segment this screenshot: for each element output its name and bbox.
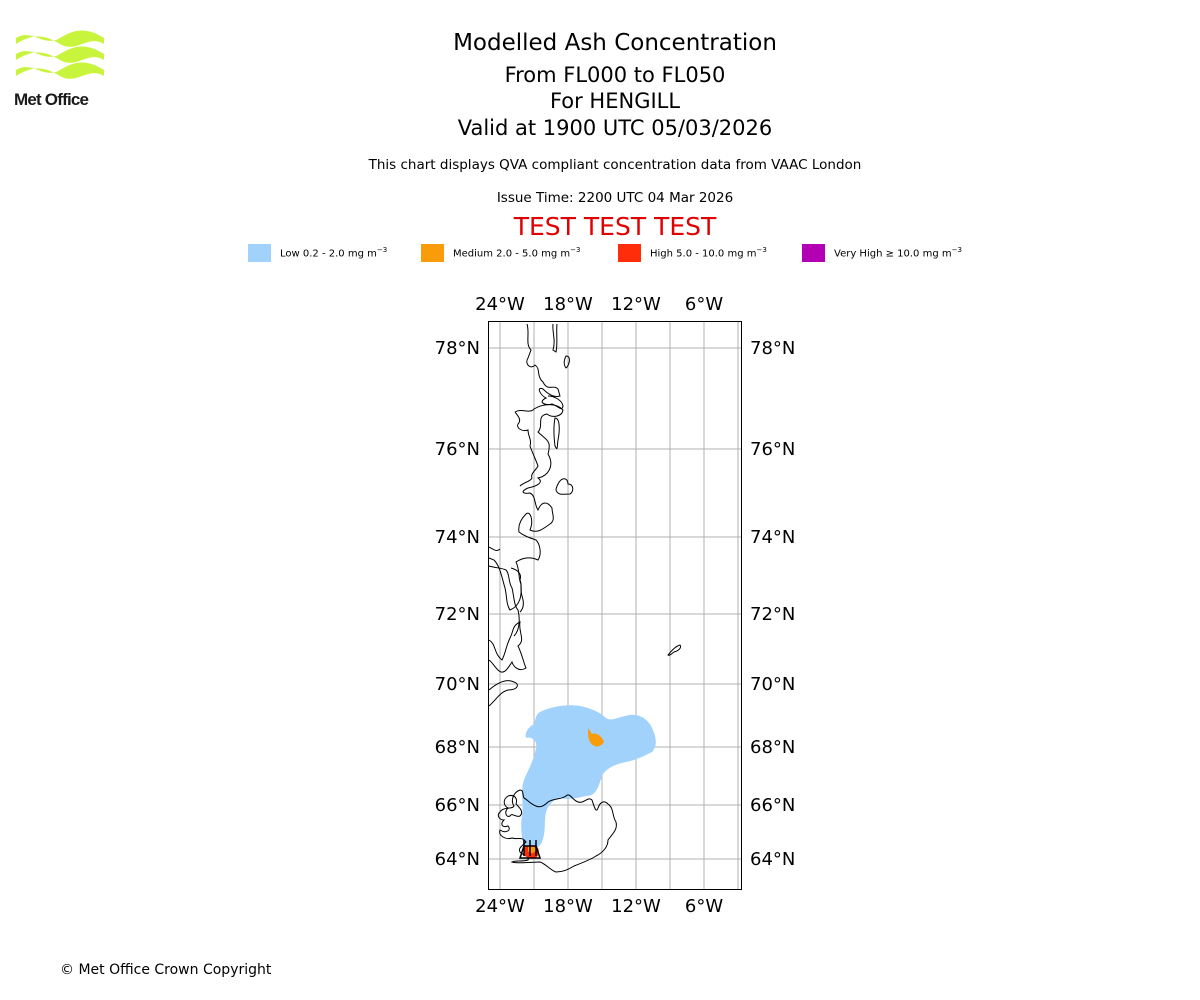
latitude-tick-label: 74°N bbox=[750, 527, 796, 548]
issue-time: Issue Time: 2200 UTC 04 Mar 2026 bbox=[496, 190, 734, 206]
longitude-labels-top bbox=[475, 294, 723, 315]
legend-label-medium: Medium 2.0 - 5.0 mg m bbox=[453, 248, 571, 260]
longitude-tick-label: 6°W bbox=[684, 896, 724, 917]
latitude-labels-right bbox=[750, 338, 795, 870]
test-banner: TEST TEST TEST bbox=[513, 212, 717, 241]
legend-item-low: Low 0.2 - 2.0 mg $m^{-3}$ bbox=[248, 244, 387, 262]
latitude-tick-label: 76°N bbox=[750, 439, 796, 460]
flight-level-range: From FL000 to FL050 bbox=[504, 63, 726, 87]
longitude-tick-label: 12°W bbox=[611, 896, 661, 917]
legend-label-very-high: Very High ≥ 10.0 mg m bbox=[834, 248, 952, 260]
copyright-notice: © Met Office Crown Copyright bbox=[60, 962, 272, 978]
latitude-tick-label: 72°N bbox=[434, 604, 480, 625]
longitude-tick-label: 24°W bbox=[475, 294, 525, 315]
latitude-tick-label: 68°N bbox=[750, 737, 796, 758]
latitude-tick-label: 68°N bbox=[434, 737, 480, 758]
longitude-labels-bottom bbox=[475, 896, 723, 917]
longitude-tick-label: 6°W bbox=[684, 294, 724, 315]
legend-label-low: Low 0.2 - 2.0 mg m bbox=[280, 248, 377, 260]
longitude-tick-label: 12°W bbox=[611, 294, 661, 315]
legend-item-very-high: Very High ≥ 10.0 mg $m^{-3}$ bbox=[802, 244, 962, 262]
latitude-tick-label: 70°N bbox=[434, 674, 480, 695]
met-office-logo-text: Met Office bbox=[14, 90, 89, 109]
latitude-tick-label: 64°N bbox=[750, 849, 796, 870]
latitude-tick-label: 78°N bbox=[750, 338, 796, 359]
latitude-tick-label: 66°N bbox=[750, 795, 796, 816]
greenland-coastline bbox=[489, 324, 573, 706]
latitude-tick-label: 70°N bbox=[750, 674, 796, 695]
legend-item-medium: Medium 2.0 - 5.0 mg $m^{-3}$ bbox=[421, 244, 580, 262]
latitude-labels-left bbox=[435, 338, 480, 870]
longitude-tick-label: 18°W bbox=[543, 294, 593, 315]
chart-title: Modelled Ash Concentration bbox=[453, 30, 777, 56]
latitude-tick-label: 72°N bbox=[750, 604, 796, 625]
latitude-tick-label: 76°N bbox=[434, 439, 480, 460]
latitude-tick-label: 78°N bbox=[434, 338, 480, 359]
legend-item-high: High 5.0 - 10.0 mg $m^{-3}$ bbox=[618, 244, 767, 262]
legend-label-high: High 5.0 - 10.0 mg m bbox=[650, 248, 757, 260]
latitude-tick-label: 64°N bbox=[434, 849, 480, 870]
valid-time: Valid at 1900 UTC 05/03/2026 bbox=[457, 116, 773, 140]
chart-description: This chart displays QVA compliant concentration data from VAAC London bbox=[368, 157, 862, 173]
longitude-tick-label: 24°W bbox=[475, 896, 525, 917]
volcano-name: For HENGILL bbox=[549, 89, 681, 113]
longitude-tick-label: 18°W bbox=[543, 896, 593, 917]
latitude-tick-label: 74°N bbox=[434, 527, 480, 548]
latitude-tick-label: 66°N bbox=[434, 795, 480, 816]
